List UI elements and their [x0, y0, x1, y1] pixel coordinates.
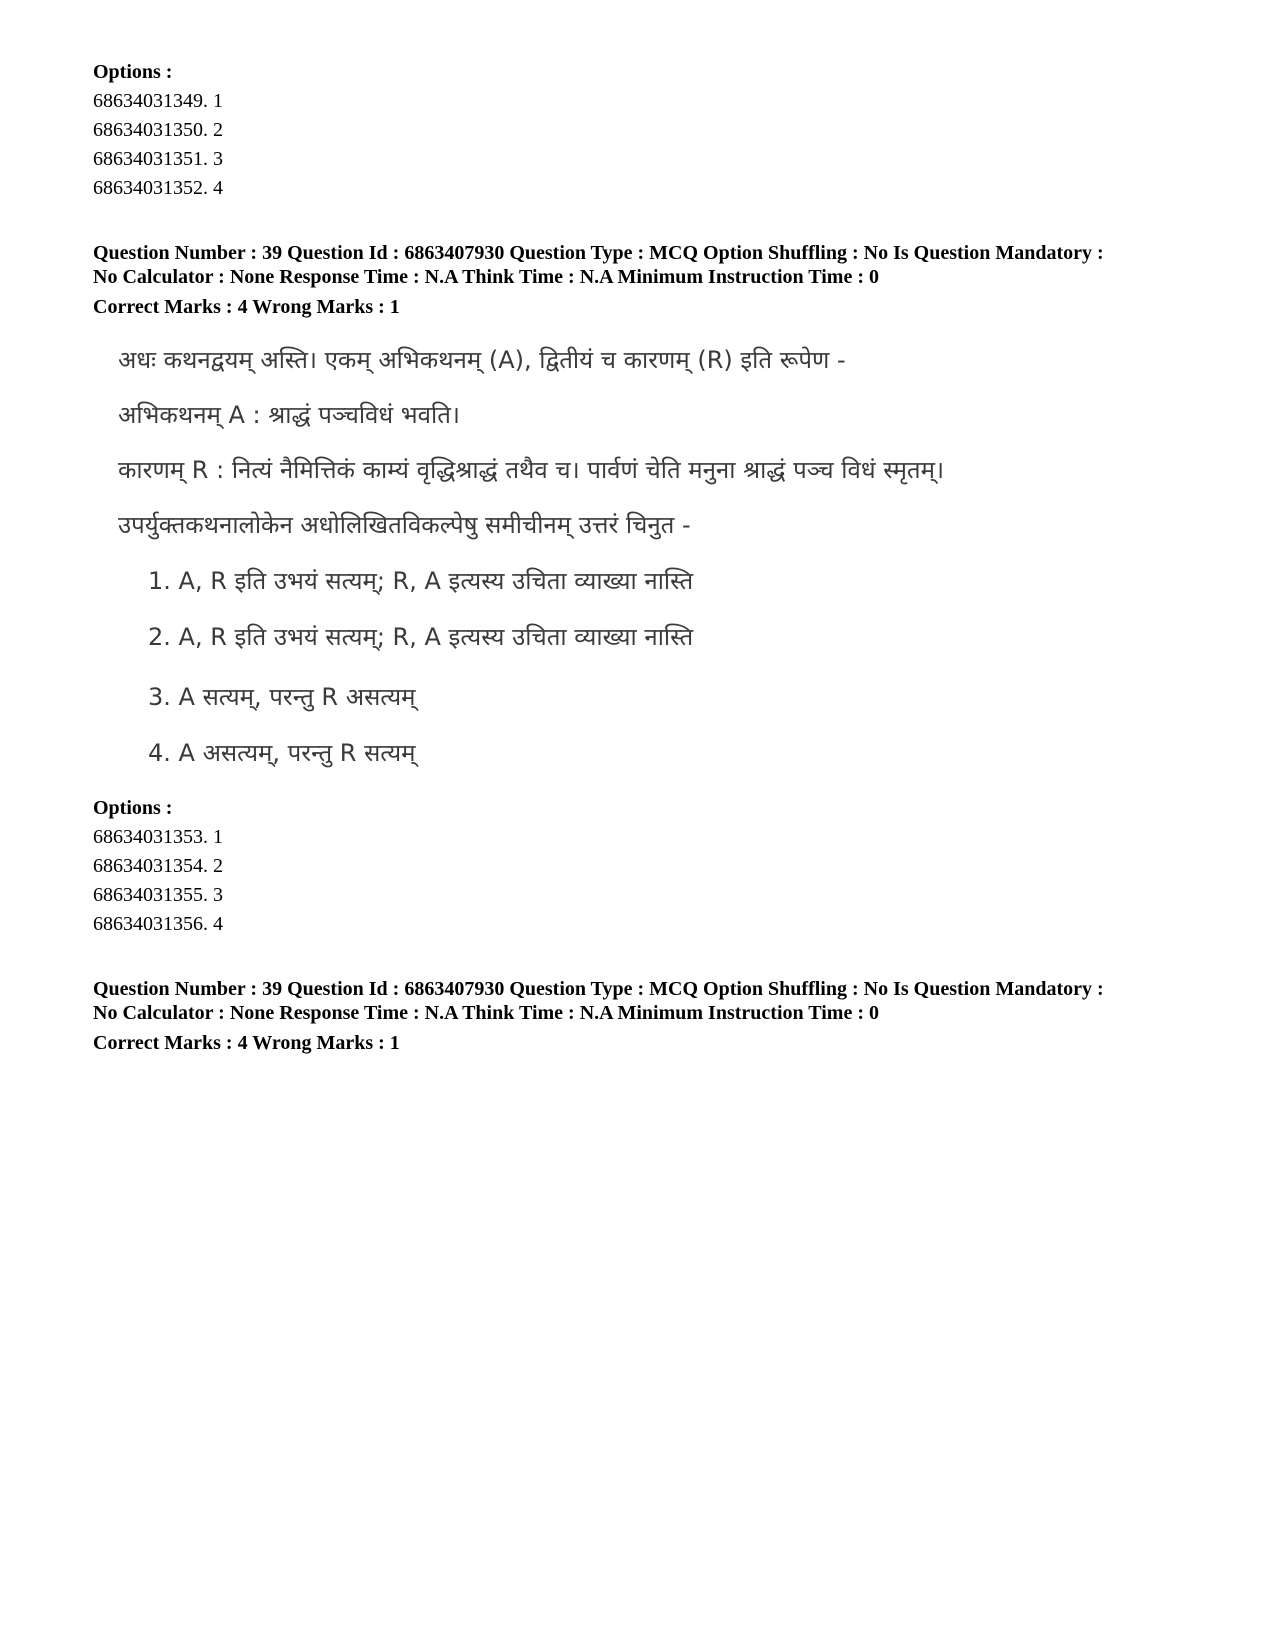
question-options-block: [93, 794, 1193, 939]
option-line: 68634031356. 4: [93, 913, 223, 935]
option-line: 68634031355. 3: [93, 884, 223, 906]
option-line: 68634031352. 4: [93, 177, 223, 199]
question-meta-line-1: Question Number : 39 Question Id : 6863407930 Question Type : MCQ Option Shuffling : No Is Question Mandatory :: [93, 978, 1104, 1000]
options-title: Options :: [93, 61, 173, 83]
option-line: 68634031353. 1: [93, 826, 223, 848]
question-marks: Correct Marks : 4 Wrong Marks : 1: [93, 296, 400, 318]
question-instruction: उपर्युक्तकथनालोकेन अधोलिखितविकल्पेषु समीचीनम् उत्तरं चिनुत -: [118, 511, 691, 539]
top-options-block: [93, 58, 1193, 203]
question-reason: कारणम् R : नित्यं नैमित्तिकं काम्यं वृद्धिश्राद्धं तथैव च। पार्वणं चेति मनुना श्राद्धं पञ्च विधं स्मृतम्।: [118, 456, 945, 484]
question-choice-4: 4. A असत्यम्, परन्तु R सत्यम्: [148, 739, 416, 767]
question-assertion: अभिकथनम् A : श्राद्धं पञ्चविधं भवति।: [118, 401, 460, 429]
option-line: 68634031354. 2: [93, 855, 223, 877]
options-title: Options :: [93, 797, 173, 819]
question-choice-2: 2. A, R इति उभयं सत्यम्; R, A इत्यस्य उचिता व्याख्या नास्ति: [148, 623, 694, 651]
question-meta-line-1: Question Number : 39 Question Id : 6863407930 Question Type : MCQ Option Shuffling : No Is Question Mandatory :: [93, 242, 1104, 264]
option-line: 68634031351. 3: [93, 148, 223, 170]
question-body: [118, 343, 978, 813]
question-meta-line-2: No Calculator : None Response Time : N.A Think Time : N.A Minimum Instruction Time : 0: [93, 1002, 879, 1024]
option-line: 68634031349. 1: [93, 90, 223, 112]
question-meta-line-2: No Calculator : None Response Time : N.A Think Time : N.A Minimum Instruction Time : 0: [93, 266, 879, 288]
option-line: 68634031350. 2: [93, 119, 223, 141]
question-header: [93, 241, 1193, 321]
question-choice-1: 1. A, R इति उभयं सत्यम्; R, A इत्यस्य उचिता व्याख्या नास्ति: [148, 567, 694, 595]
question-header-2: [93, 977, 1193, 1057]
question-choice-3: 3. A सत्यम्, परन्तु R असत्यम्: [148, 683, 416, 711]
question-intro: अधः कथनद्वयम् अस्ति। एकम् अभिकथनम् (A), द्वितीयं च कारणम् (R) इति रूपेण -: [118, 346, 846, 374]
question-marks: Correct Marks : 4 Wrong Marks : 1: [93, 1032, 400, 1054]
